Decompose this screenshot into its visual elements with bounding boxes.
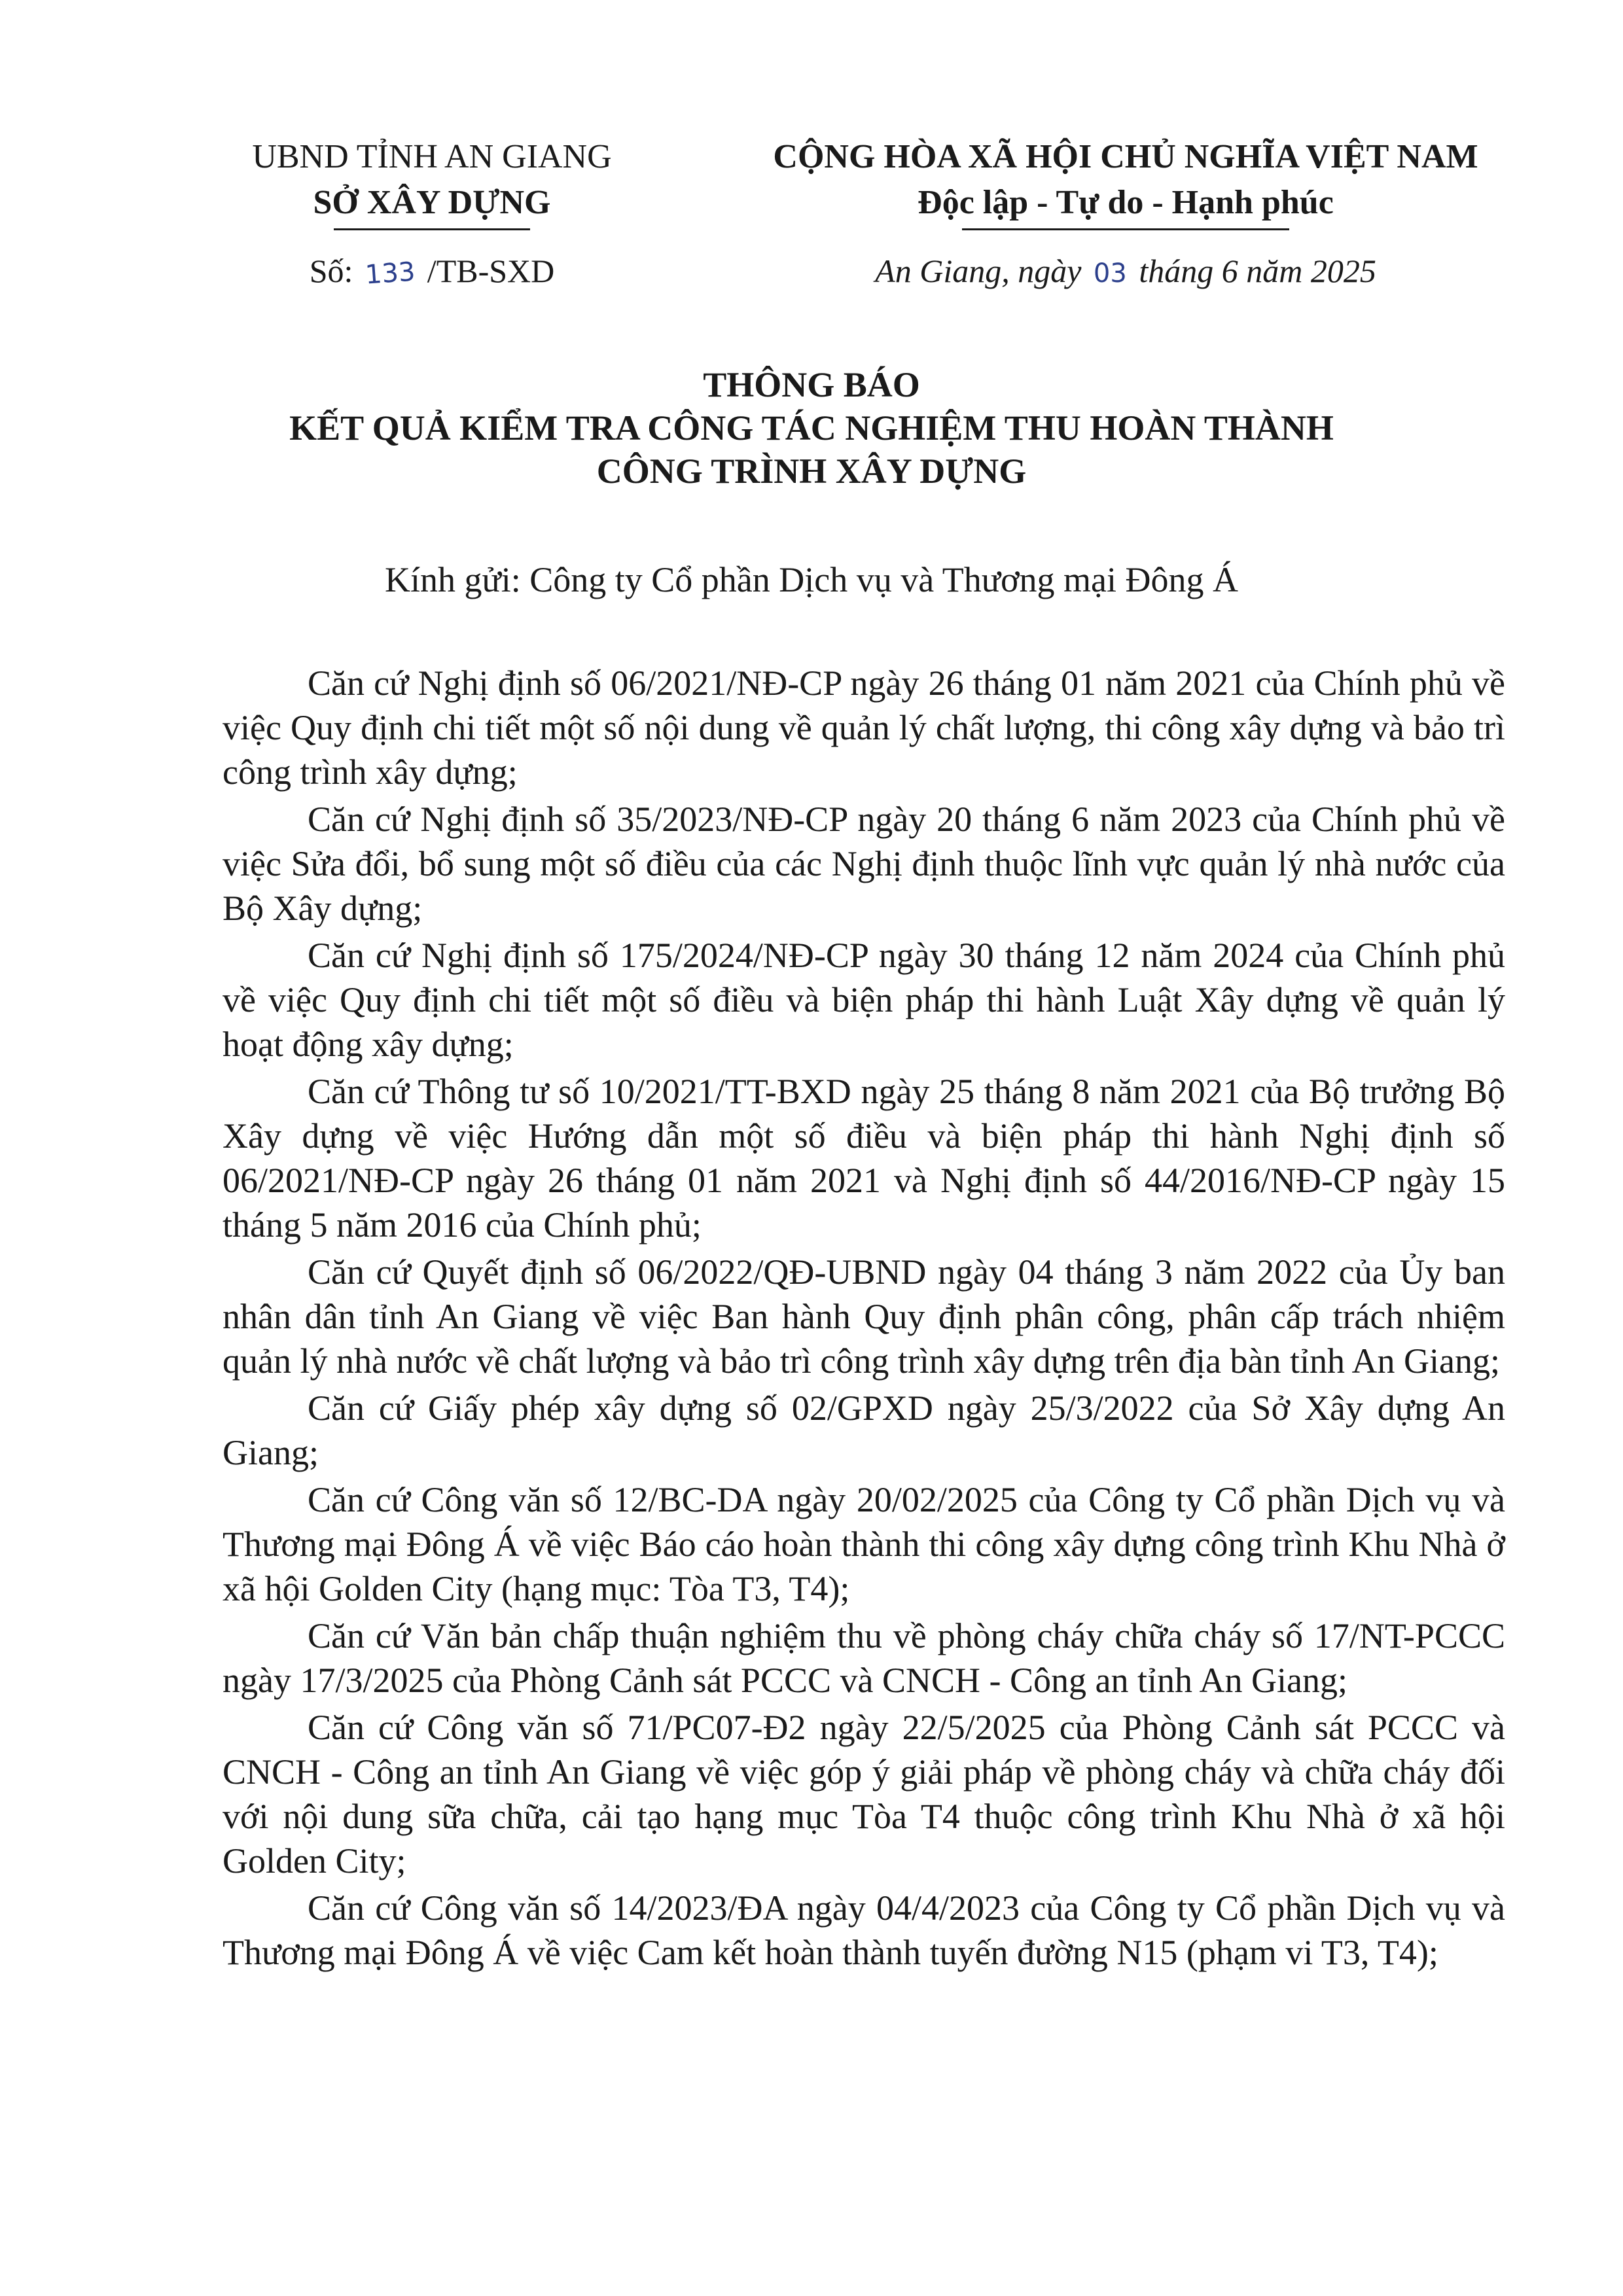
agency-underline — [334, 228, 530, 230]
legal-basis-paragraph: Căn cứ Công văn số 71/PC07-Đ2 ngày 22/5/2025 của Phòng Cảnh sát PCCC và CNCH - Công an tỉnh An Giang về việc góp ý giải pháp về phòng cháy và chữa cháy đối với nội dung sữa chữa, cải tạo hạng mục Tòa T4 thuộc công trình Khu Nhà ở xã hội Golden City; — [223, 1708, 1505, 1881]
doc-number-handwritten: 133 — [364, 256, 416, 291]
national-header — [740, 134, 1512, 230]
title-line-2: KẾT QUẢ KIỂM TRA CÔNG TÁC NGHIỆM THU HOÀN THÀNH — [289, 408, 1334, 448]
motto-underline — [962, 228, 1289, 230]
document-number — [249, 252, 615, 290]
recipient-line: Kính gửi: Công ty Cổ phần Dịch vụ và Thương mại Đông Á — [384, 560, 1238, 599]
legal-basis-paragraph: Căn cứ Quyết định số 06/2022/QĐ-UBND ngày 04 tháng 3 năm 2022 của Ủy ban nhân dân tỉnh An Giang về việc Ban hành Quy định phân công, phân cấp trách nhiệm quản lý nhà nước về chất lượng và bảo trì công trình xây dựng trên địa bàn tỉnh An Giang; — [223, 1252, 1505, 1381]
doc-date-suffix: tháng 6 năm 2025 — [1139, 253, 1376, 289]
title-line-3: CÔNG TRÌNH XÂY DỰNG — [596, 451, 1027, 491]
legal-basis-paragraph: Căn cứ Văn bản chấp thuận nghiệm thu về phòng cháy chữa cháy số 17/NT-PCCC ngày 17/3/2025 của Phòng Cảnh sát PCCC và CNCH - Công an tỉnh An Giang; — [223, 1616, 1505, 1700]
agency-header — [249, 134, 615, 230]
legal-basis-paragraph: Căn cứ Thông tư số 10/2021/TT-BXD ngày 25 tháng 8 năm 2021 của Bộ trưởng Bộ Xây dựng về việc Hướng dẫn một số điều và biện pháp thi hành Nghị định số 06/2021/NĐ-CP ngày 26 tháng 01 năm 2021 và Nghị định số 44/2016/NĐ-CP ngày 15 tháng 5 năm 2016 của Chính phủ; — [223, 1072, 1505, 1245]
legal-basis-paragraph: Căn cứ Công văn số 14/2023/ĐA ngày 04/4/2023 của Công ty Cổ phần Dịch vụ và Thương mại Đông Á về việc Cam kết hoàn thành tuyến đường N15 (phạm vi T3, T4); — [223, 1888, 1505, 1972]
national-motto: Độc lập - Tự do - Hạnh phúc — [918, 184, 1334, 221]
nation-name: CỘNG HÒA XÃ HỘI CHỦ NGHĨA VIỆT NAM — [773, 138, 1478, 175]
doc-number-suffix: /TB-SXD — [427, 253, 555, 289]
document-title — [196, 363, 1427, 493]
doc-date-handwritten-day: 03 — [1093, 258, 1127, 289]
legal-basis-paragraph: Căn cứ Nghị định số 35/2023/NĐ-CP ngày 20 tháng 6 năm 2023 của Chính phủ về việc Sửa đổi, bổ sung một số điều của các Nghị định thuộc lĩnh vực quản lý nhà nước của Bộ Xây dựng; — [223, 800, 1505, 928]
title-line-1: THÔNG BÁO — [703, 365, 920, 404]
agency-name: SỞ XÂY DỰNG — [313, 184, 551, 221]
parent-agency-name: UBND TỈNH AN GIANG — [252, 138, 612, 175]
legal-basis-paragraph: Căn cứ Nghị định số 175/2024/NĐ-CP ngày 30 tháng 12 năm 2024 của Chính phủ về việc Quy định chi tiết một số điều và biện pháp thi hành Luật Xây dựng về quản lý hoạt động xây dựng; — [223, 936, 1505, 1064]
document-body — [223, 661, 1505, 1977]
document-date — [740, 252, 1512, 290]
legal-basis-paragraph: Căn cứ Công văn số 12/BC-DA ngày 20/02/2025 của Công ty Cổ phần Dịch vụ và Thương mại Đông Á về việc Báo cáo hoàn thành thi công xây dựng công trình Khu Nhà ở xã hội Golden City (hạng mục: Tòa T3, T4); — [223, 1480, 1505, 1608]
legal-basis-paragraph: Căn cứ Giấy phép xây dựng số 02/GPXD ngày 25/3/2022 của Sở Xây dựng An Giang; — [223, 1388, 1505, 1472]
legal-basis-paragraph: Căn cứ Nghị định số 06/2021/NĐ-CP ngày 26 tháng 01 năm 2021 của Chính phủ về việc Quy định chi tiết một số nội dung về quản lý chất lượng, thi công xây dựng và bảo trì công trình xây dựng; — [223, 663, 1505, 792]
doc-date-prefix: An Giang, ngày — [875, 253, 1082, 289]
doc-number-prefix: Số: — [309, 253, 353, 289]
